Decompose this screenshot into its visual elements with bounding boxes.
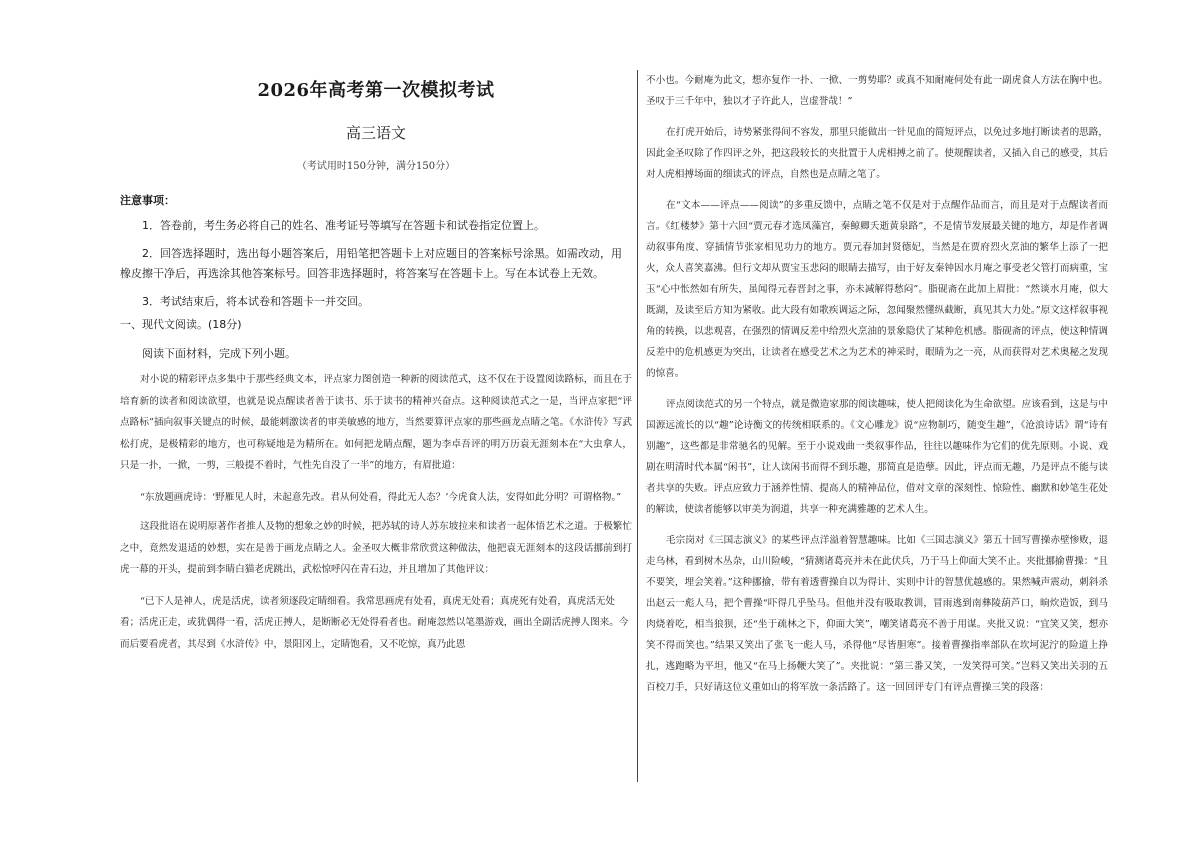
right-column xyxy=(646,70,1108,698)
section-intro: 阅读下面材料，完成下列小题。 xyxy=(142,347,296,360)
exam-subject: 高三语文 xyxy=(345,124,406,142)
notice-item-3: 3．考试结束后，将本试卷和答题卡一并交回。 xyxy=(142,295,369,308)
notice-heading: 注意事项： xyxy=(120,194,175,207)
passage-paragraph: 这段批语在说明原著作者推人及物的想象之妙的时候，把苏轼的诗人苏东坡拉来和读者一起体悟艺术之道。于极繁忙之中，竟然发退适的妙想，实在是善于画龙点睛之人。金圣叹大概非常欣赏这种做法，他把袁无涯刻本的这段话挪前到打虎一幕的开头，提前到李睛白猫老虎跳出，武松惊呼闪在青石边，并且增加了其他评议： xyxy=(120,521,632,575)
passage-paragraph: 在打虎开始后，诗势紧张得间不容发，那里只能做出一针见血的简短评点，以免过多地打断读者的思路，因此金圣叹除了作四评之外，把这段较长的夹批置于人虎相搏之前了。使规醒读者，又插入自己的感受，其后对人虎相搏场面的细读式的评点，自然也是点睛之笔了。 xyxy=(646,127,1108,180)
passage-quote: “已下人是神人，虎是活虎，读者须逐段定睛细看。我常思画虎有处看，真虎无处看；真虎死有处看，真虎活无处看；活虎正走，或犹偶得一看，活虎正搏人，是断断必无处得看者也。耐庵忽然以笔墨游戏，画出全副活虎搏人图来。今而后要看虎者，其尽到《水浒传》中，景阳冈上，定睛饱看，又不吃惊，真乃此恩 xyxy=(120,595,629,650)
passage-paragraph: 评点阅读范式的另一个特点，就是微造家那的阅读趣味，使人把阅读化为生命欲望。应该看到，这是与中国源远流长的以“趣”论诗衡文的传统相联系的。《文心雕龙》说“应物制巧，随变生趣”，《沧浪诗话》谓“诗有别趣”，这些都是非常驰名的见解。至于小说戏曲一类叙事作品，往往以趣味作为它们的优先原则。小说、戏剧在明清时代本属“闲书”，让人读闲书而得不到乐趣，那简直是造孽。因此，评点而无趣，乃是评点不能与读者共享的失败。评点应致力于涵养性情、提高人的精神品位，借对文章的深刻性、惊险性、幽默和妙笔生花处的解读，使读者能够以审美为润道，共享一种充满雅趣的艺术人生。 xyxy=(646,399,1108,515)
passage-paragraph: 毛宗岗对《三国志演义》的某些评点洋溢着智慧趣味。比如《三国志演义》第五十回写曹操赤壁惨败，退走乌林，看到树木丛杂，山川险峻，“猜测诸葛亮并未在此伏兵，乃于马上仰面大笑不止。夹批挪揄曹操：“且不要笑，埋会笑着。”这种挪揄，带有着透曹操自以为得计、实则中计的智慧优越感的。果然喊声震动，刺斜杀出赵云一彪人马，把个曹操“吓得几乎坠马。但他并没有吸取教训，冒雨逃到南彝陵葫芦口，晌炊造饭，到马肉烧着吃，相当狼狈，还“坐于疏林之下，仰面大笑”，嘲笑诸葛亮不善于用谋。夹批又说：“宜笑又笑，想亦笑不得而笑也。”结果又笑出了张飞一彪人马，杀得他“尽皆胆寒”。接着曹操指率部队在坎坷泥泞的险道上挣扎，逃跑略为平坦，他又“在马上扬鞭大笑了”。夹批说：“第三番又笑，一发笑得可笑。”岂料又笑出关羽的五百校刀手，只好请这位义重如山的将军放一条活路了。这一回回评专门有评点曹操三笑的段落： xyxy=(646,535,1108,693)
passage-paragraph: 在“文本——评点——阅读”的多重反馈中，点睛之笔不仅是对于点醒作品而言，而且是对于点醒读者而言。《红楼梦》第十六回“贾元春才选凤藻宫，秦鲸卿夭逝黄泉路”，不是情节发展最关键的地方，却是作者调动叙事角度、穿插情节张家相见功力的地方。贾元春加封贤德妃，当然是在贾府烈火烹油的繁华上添了一把火，众人喜笑嘉沸。但行文却从贾宝玉悲闷的眼睛去描写，由于好友秦钟因水月庵之事受老父管打而病重，宝玉“心中怅然如有所失，虽闻得元春晋封之事，亦未减解得愁闷”。脂砚斋在此加上眉批：“然谈水月庵，似大既湖，及读至后方知为紧收。此大段有如歌疾调运之际，忽闻聚然懂纵截断，真见其大力处。”原文这样叙事视角的转换，以悲观喜，在强烈的情调反差中给烈火烹油的景象隐伏了某种危机感。脂砚斋的评点，使这种情调反差中的危机感更为突出，让读者在感受艺术之为艺术的神采时，眼睛为之一亮，从而获得对艺术奥秘之发现的惊喜。 xyxy=(646,200,1108,379)
passage-paragraph: 对小说的精彩评点多集中于那些经典文本，评点家力图创造一种新的阅读范式，这不仅在于设置阅读路标，而且在于培育新的读者和阅读欲望，也就是说点醒读者善于读书、乐于读书的精神兴奋点。这种阅读范式之一是，当评点家把“评点路标”插向叙事关键点的时候，最能刺激读者的审美敏感的地方，当然要算评点家的那些画龙点睛之笔。《水浒传》写武松打虎，是极精彩的地方，也可称疑地是为精所在。如何把龙睛点醒，题为李卓吾评的明万历袁无涯刻本在“大虫拿人，只是一扑，一掀，一剪，三般提不着时，气性先自没了一半”的地方，有眉批道： xyxy=(120,374,632,471)
exam-time-note: （考试用时150分钟，满分150分） xyxy=(296,161,456,172)
column-divider xyxy=(637,70,638,782)
exam-title: 2026年高考第一次模拟考试 xyxy=(257,80,495,101)
passage-paragraph: 不小也。今耐庵为此文，想亦复作一扑、一掀、一剪势耶？或真不知耐庵何处有此一副虎食人方法在胸中也。圣叹于三千年中，独以才子许此人，岂虚誉哉！” xyxy=(646,75,1108,107)
passage-quote: “东放题画虎诗：‘野雁见人时，未起意先改。君从何处看，得此无人态？’今虎食人法，安得如此分明？可谓格物。” xyxy=(140,491,622,503)
notice-item-2: 2．回答选择题时，选出每小题答案后，用铅笔把答题卡上对应题目的答案标号涂黑。如需改动，用橡皮擦干净后，再选涂其他答案标号。回答非选择题时，将答案写在答题卡上。写在本试卷上无效。 xyxy=(120,247,622,280)
left-column xyxy=(120,70,632,655)
section-heading: 一、现代文阅读。(18分) xyxy=(120,318,242,331)
notice-item-1: 1．答卷前，考生务必将自己的姓名、准考证号等填写在答题卡和试卷指定位置上。 xyxy=(142,219,545,232)
